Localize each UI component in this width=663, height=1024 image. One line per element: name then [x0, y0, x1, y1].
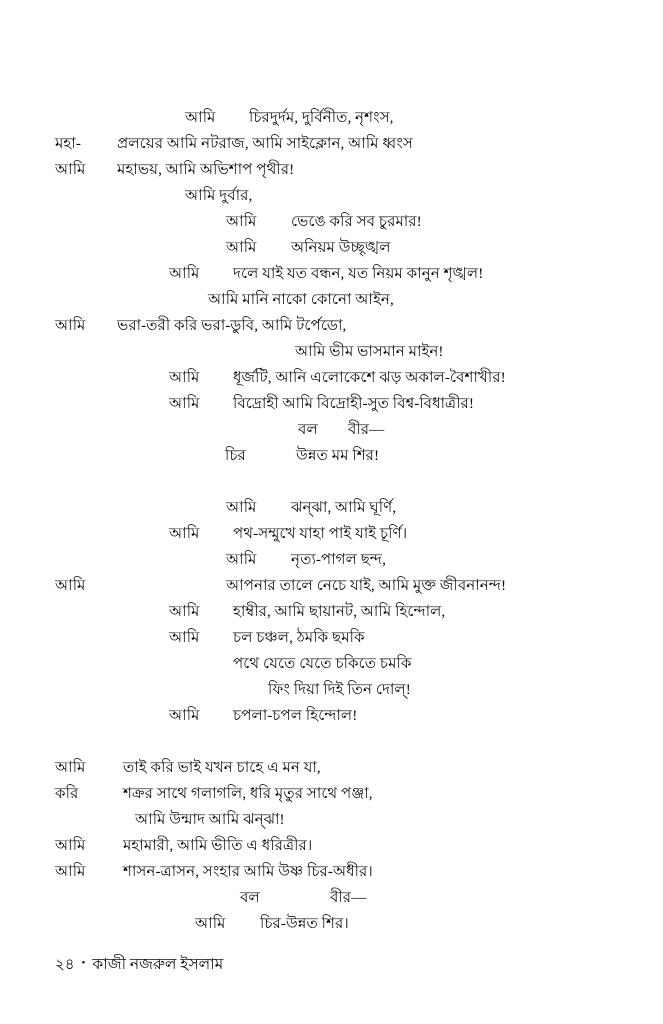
poem-line — [55, 864, 608, 890]
poem-line-segment: বীর— — [330, 889, 367, 906]
poem-line-segment: আমি — [226, 239, 257, 256]
poem-line — [55, 838, 608, 864]
poem-line — [55, 370, 608, 396]
poem-line-segment: বল — [298, 421, 318, 438]
poem-line-segment: প্রলয়ের আমি নটরাজ, আমি সাইক্লোন, আমি ধ্বংস — [117, 135, 413, 152]
poem-line-segment: শক্রর সাথে গলাগলি, ধরি মৃতুর সাথে পঞ্জা, — [123, 785, 373, 802]
poem-line — [55, 786, 608, 812]
poem-line-segment: বীর— — [348, 421, 385, 438]
poem-line — [55, 916, 608, 942]
poem-line — [55, 266, 608, 292]
poem-line-segment: আমি উন্মাদ আমি ঝন্ঝা! — [135, 811, 285, 828]
poem-line-segment: আমি — [55, 577, 86, 594]
poem-line-segment: আমি — [55, 837, 86, 854]
poem-line-segment: আমি — [226, 551, 257, 568]
poem-line-segment: আমি — [169, 603, 200, 620]
poem-line — [55, 292, 608, 318]
poem-line-segment: আমি — [55, 759, 86, 776]
poem-line-segment: চিরদুর্দম, দুর্বিনীত, নৃশংস, — [249, 109, 394, 126]
poem-line-segment: বিদ্রোহী আমি বিদ্রোহী-সুত বিশ্ব-বিধাত্রীর! — [233, 395, 474, 412]
poem-line — [55, 812, 608, 838]
poem-line-segment: আমি — [226, 499, 257, 516]
poem-line-segment: আমি দুর্বার, — [185, 187, 253, 204]
poem-line — [55, 734, 608, 760]
poem-line — [55, 526, 608, 552]
poem-line-segment: ফিং দিয়া দিই তিন দোল্! — [268, 681, 411, 698]
poem-line — [55, 890, 608, 916]
poem-line-segment: ধূর্জটি, আনি এলোকেশে ঝড় অকাল-বৈশাখীর! — [233, 369, 506, 386]
poem-line-segment: আমি — [169, 629, 200, 646]
footer-page-number: ২৪ — [55, 957, 75, 973]
poem-line-segment: আপনার তালে নেচে যাই, আমি মুক্ত জীবনানন্দ! — [226, 577, 507, 594]
poem-line-segment: মহাভয়, আমি অভিশাপ পৃথীর! — [117, 161, 295, 178]
poem-line — [55, 578, 608, 604]
poem-body — [55, 110, 608, 942]
poem-line — [55, 344, 608, 370]
poem-line — [55, 422, 608, 448]
poem-line — [55, 474, 608, 500]
poem-line — [55, 682, 608, 708]
poem-line-segment: আমি — [55, 161, 86, 178]
poem-line-segment: তাই করি ভাই যখন চাহে এ মন যা, — [123, 759, 321, 776]
poem-line — [55, 760, 608, 786]
poem-line-segment: পথ-সম্মুখে যাহা পাই যাই চূর্ণি। — [233, 525, 408, 542]
footer-separator-dot: • — [81, 957, 86, 969]
poem-line — [55, 500, 608, 526]
poem-line — [55, 604, 608, 630]
poem-line-segment: দলে যাই যত বন্ধন, যত নিয়ম কানুন শৃঙ্খল! — [233, 265, 484, 282]
poem-line-segment: করি — [55, 785, 79, 802]
poem-line-segment: বল — [240, 889, 260, 906]
poem-line-segment: শাসন-ত্রাসন, সংহার আমি উষ্ণ চির-অধীর। — [123, 863, 373, 880]
poem-line-segment: আমি — [195, 915, 226, 932]
poem-line-segment: মহা- — [55, 135, 81, 152]
poem-line-segment: আমি — [185, 109, 216, 126]
poem-line-segment: চির-উন্নত শির। — [260, 915, 349, 932]
poem-line-segment: আমি — [55, 317, 86, 334]
poem-line-segment: চল চঞ্চল, ঠমকি ছমকি — [233, 629, 365, 646]
page-footer — [55, 952, 223, 978]
poem-line-segment: পথে যেতে যেতে চকিতে চমকি — [233, 655, 412, 672]
poem-line-segment: আমি — [169, 369, 200, 386]
poem-line — [55, 318, 608, 344]
poem-line-segment: আমি — [55, 863, 86, 880]
poem-line-segment: হাম্বীর, আমি ছায়ানট, আমি হিন্দোল, — [233, 603, 446, 620]
poem-line-segment: ভরা-তরী করি ভরা-ডুবি, আমি টর্পেডো, — [117, 317, 347, 334]
poem-line-segment: মহামারী, আমি ভীতি এ ধরিত্রীর। — [123, 837, 313, 854]
poem-line — [55, 448, 608, 474]
poem-line — [55, 552, 608, 578]
poem-line — [55, 656, 608, 682]
poem-line — [55, 708, 608, 734]
poem-line-segment: অনিয়ম উচ্ছৃঙ্খল — [291, 239, 391, 256]
poem-line-segment: চির — [225, 447, 246, 464]
poem-line — [55, 188, 608, 214]
poem-line — [55, 110, 608, 136]
poem-line-segment: আমি — [169, 395, 200, 412]
footer-author-name: কাজী নজরুল ইসলাম — [92, 956, 224, 973]
poem-line-segment: আমি — [169, 707, 200, 724]
poem-line — [55, 136, 608, 162]
poem-line-segment: আমি — [226, 213, 257, 230]
poem-line — [55, 162, 608, 188]
poem-line-segment: আমি — [169, 265, 200, 282]
poem-line — [55, 214, 608, 240]
poem-line — [55, 630, 608, 656]
poem-line-segment: চপলা-চপল হিন্দোল! — [233, 707, 358, 724]
poem-line-segment: ভেঙে করি সব চুরমার! — [291, 213, 422, 230]
poem-line-segment: আমি — [169, 525, 200, 542]
poem-line-segment: ঝন্ঝা, আমি ঘূর্ণি, — [291, 499, 397, 516]
poem-line-segment: আমি মানি নাকো কোনো আইন, — [208, 291, 394, 308]
poem-line-segment: উন্নত মম শির! — [296, 447, 380, 464]
poem-line-segment: আমি ভীম ভাসমান মাইন! — [295, 343, 444, 360]
poem-line — [55, 240, 608, 266]
poem-line-segment: নৃত্য-পাগল ছন্দ, — [291, 551, 386, 568]
poem-line — [55, 396, 608, 422]
